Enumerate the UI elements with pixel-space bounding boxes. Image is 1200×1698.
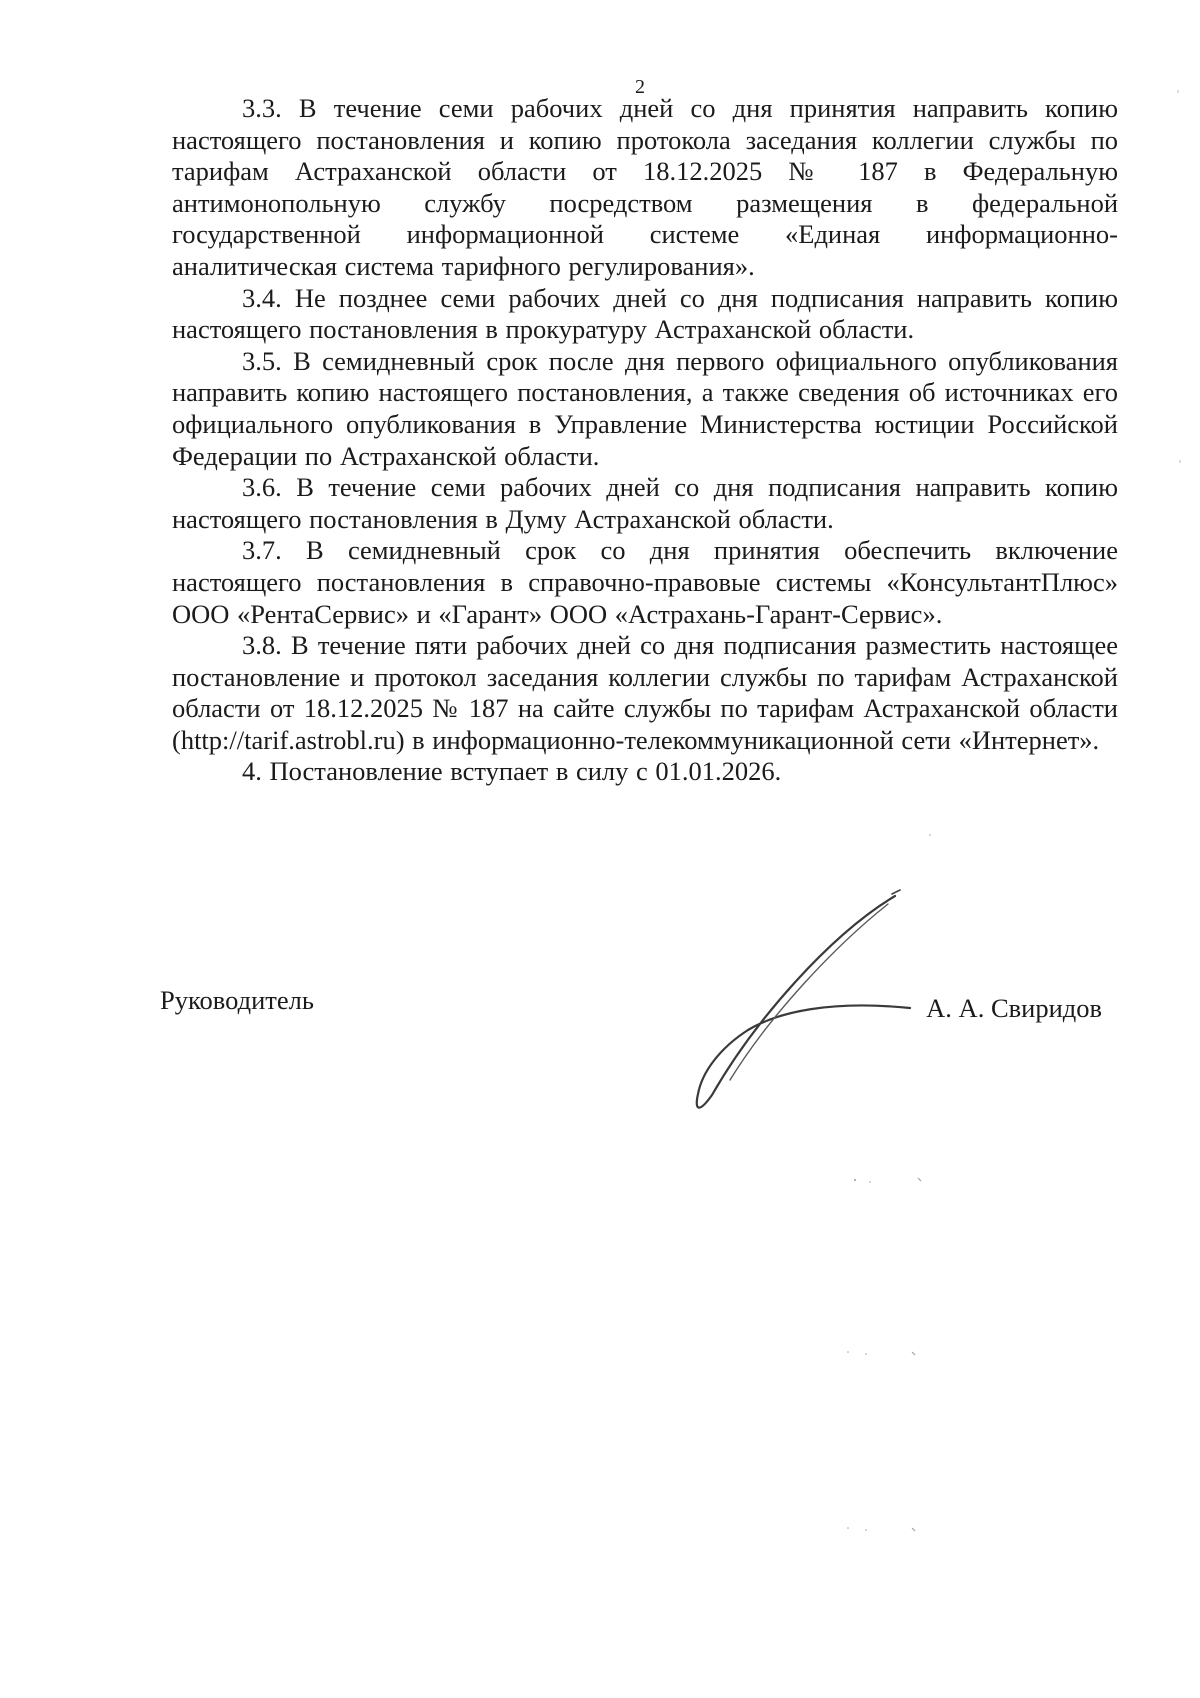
paragraph-3-8: 3.8. В течение пяти рабочих дней со дня подписания разместить настоящее постановление и протокол заседания коллегии службы по тарифам Астраханской области от 18.12.2025 № 187 на сайте службы по тарифам Астраханской области (http://tarif.astrobl.ru) в информационно-телекоммуникационной сети «Интернет». xyxy=(172,630,1118,755)
paragraph-3-3: 3.3. В течение семи рабочих дней со дня принятия направить копию настоящего постановления и копию протокола заседания коллегии службы по тарифам Астраханской области от 18.12.2025 № 187 в Федеральную антимонопольную службу посредством размещения в федеральной государственной информационной системе «Единая информационно-аналитическая система тарифного регулирования». xyxy=(172,93,1118,281)
signatory-role: Руководитель xyxy=(160,985,314,1015)
page-number: 2 xyxy=(635,76,645,98)
paragraph-3-6: 3.6. В течение семи рабочих дней со дня подписания направить копию настоящего постановления в Думу Астраханской области. xyxy=(172,472,1118,534)
signatory-name: А. А. Свиридов xyxy=(926,993,1102,1023)
signature-block xyxy=(160,985,1120,1045)
paragraph-3-7: 3.7. В семидневный срок со дня принятия обеспечить включение настоящего постановления в справочно-правовые системы «КонсультантПлюс» ООО «РентаСервис» и «Гарант» ООО «Астрахань-Гарант-Сервис». xyxy=(172,535,1118,629)
paragraph-4: 4. Постановление вступает в силу с 01.01.2026. xyxy=(242,756,782,787)
paragraph-3-4: 3.4. Не позднее семи рабочих дней со дня подписания направить копию настоящего постановления в прокуратуру Астраханской области. xyxy=(172,282,1118,345)
document-body xyxy=(172,93,1118,788)
paragraph-3-5: 3.5. В семидневный срок после дня первого официального опубликования направить копию настоящего постановления, а также сведения об источниках его официального опубликования в Управление Министерства юстиции Российской Федерации по Астраханской области. xyxy=(172,345,1118,471)
